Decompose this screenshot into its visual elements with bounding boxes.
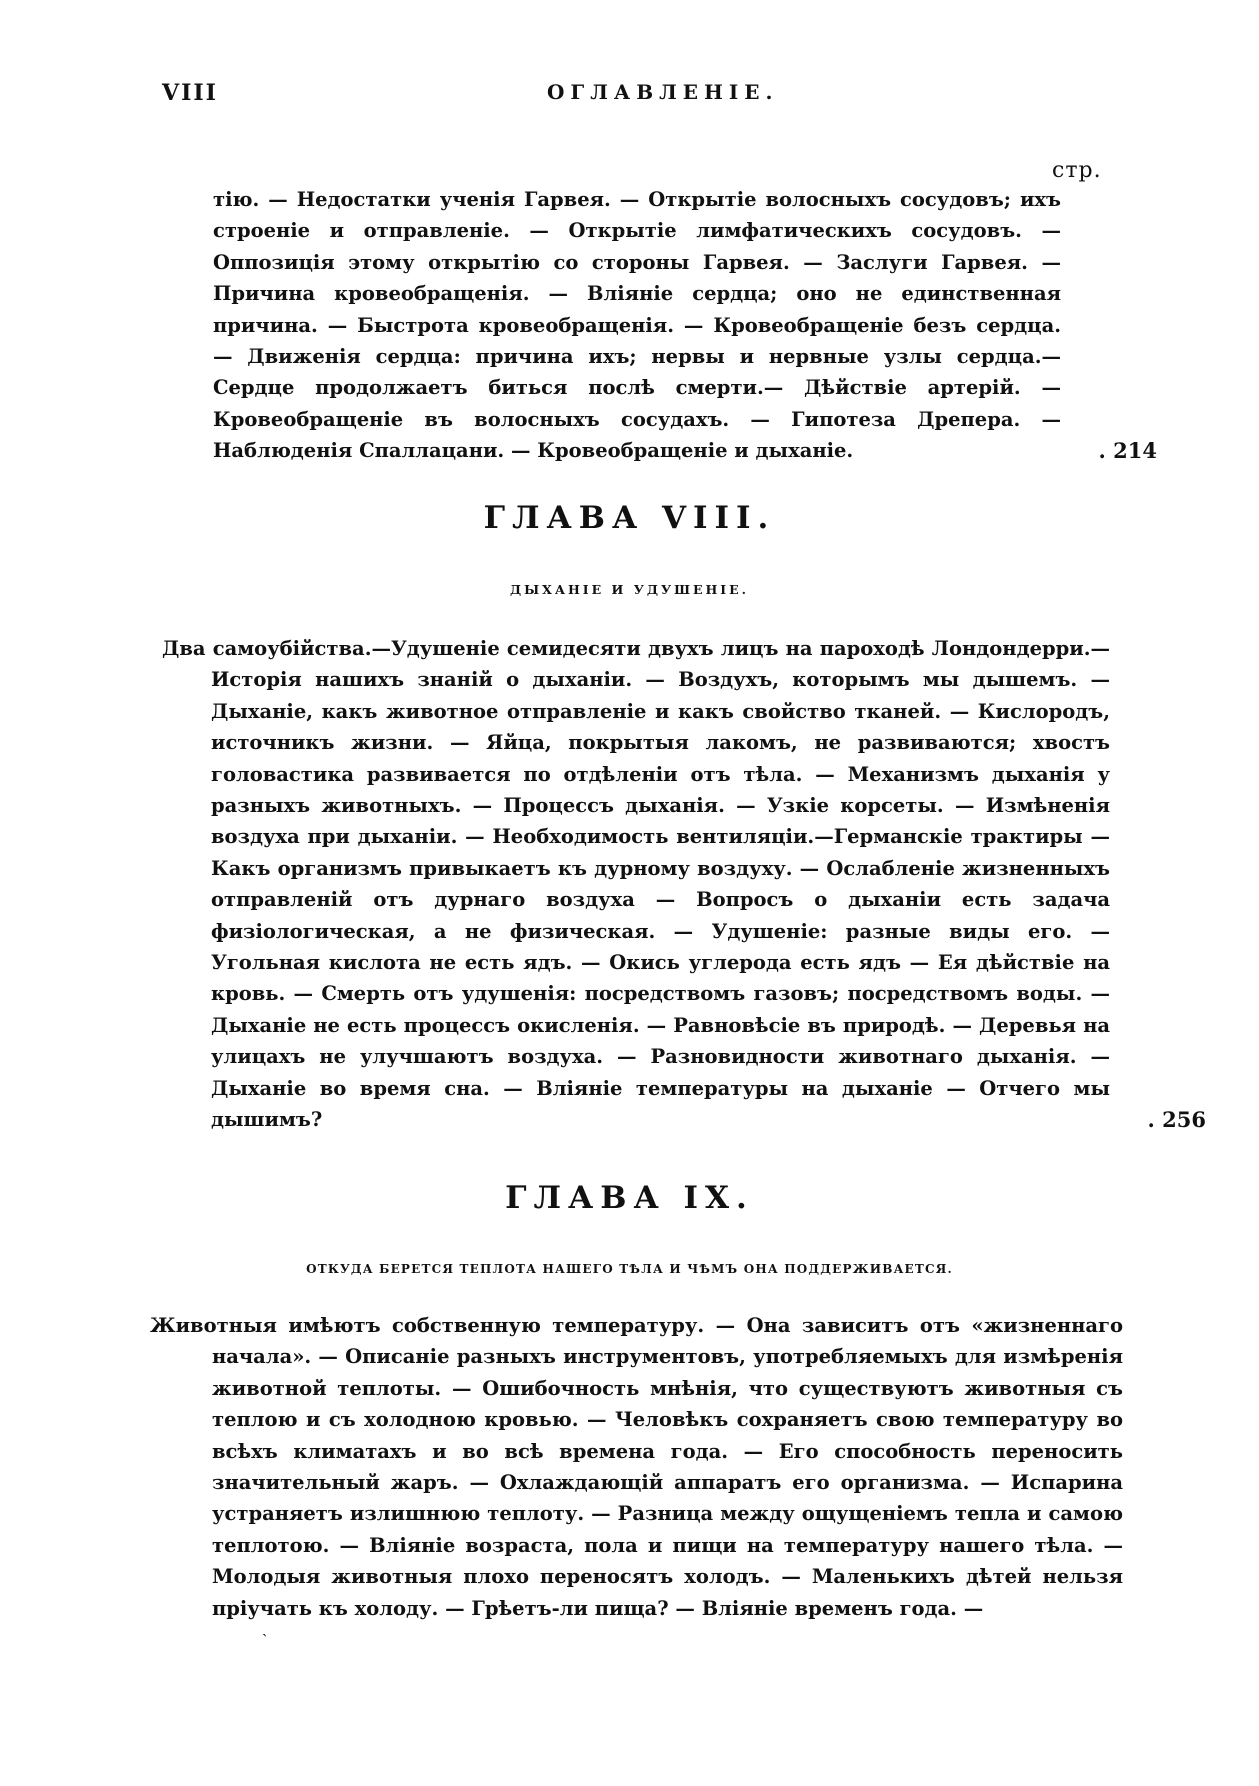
entry-page-number: . 214 [1098, 438, 1157, 464]
chapter-heading-8: ГЛАВА VIII. [483, 500, 776, 536]
chapter-subtitle-8: ДЫХАНІЕ И УДУШЕНІЕ. [509, 582, 750, 597]
header-title: ОГЛАВЛЕНІЕ. [547, 80, 779, 104]
toc-entry-chapter9 [150, 1310, 1123, 1624]
page-column-label: стр. [1052, 158, 1102, 183]
chapter-heading-9: ГЛАВА IX. [505, 1180, 754, 1216]
entry-text: самоубійства.—Удушеніе семидесяти двухъ лицъ на пароходѣ Лондондерри.— Исторія нашихъ знаній о дыханіи. — Воздухъ, которымъ мы дышемъ. — Дыханіе, какъ животное отправленіе и какъ свойство тканей. — Кислородъ, источникъ жизни. — Яйца, покрытыя лакомъ, не развиваются; хвостъ головастика развивается по отдѣленіи отъ тѣла. — Механизмъ дыханія у разныхъ животныхъ. — Процессъ дыханія. — Узкіе корсеты. — Измѣненія воздуха при дыханіи. — Необходимость вентиляціи.—Германскіе трактиры — Какъ организмъ привыкаетъ къ дурному воздуху. — Ослабленіе жизненныхъ отправленій отъ дурнаго воздуха — Вопросъ о дыханіи есть задача физіологическая, а не физическая. — Удушеніе: разные виды его. — Угольная кислота не есть ядъ. — Окись углерода есть ядъ — Ея дѣйствіе на кровь. — Смерть отъ удушенія: посредствомъ газовъ; посредствомъ воды. — Дыханіе не есть процессъ окисленія. — Равновѣсіе въ природѣ. — Деревья на улицахъ не улучшаютъ воздуха. — Разновидности животнаго дыханія. — Дыханіе во время сна. — Вліяніе температуры на дыханіе — Отчего мы дышимъ? [211, 637, 1110, 1132]
chapter-subtitle-9: ОТКУДА БЕРЕТСЯ ТЕПЛОТА НАШЕГО ТѢЛА И ЧѢМЪ ОНА ПОДДЕРЖИВАЕТСЯ. [306, 1262, 953, 1276]
toc-entry-chapter8 [162, 633, 1206, 1136]
entry-page-number: . 256 [1147, 1107, 1206, 1133]
entry-text: имѣютъ собственную температуру. — Она зависитъ отъ «жизненнаго начала». — Описаніе разныхъ инструментовъ, употребляемыхъ для измѣренія животной теплоты. — Ошибочность мнѣнія, что существуютъ животныя съ теплою и съ холодною кровью. — Человѣкъ сохраняетъ свою температуру во всѣхъ климатахъ и во всѣ времена года. — Его способность переносить значительный жаръ. — Охлаждающій аппаратъ его организма. — Испарина устраняетъ излишнюю теплоту. — Разница между ощущеніемъ тепла и самою теплотою. — Вліяніе возраста, пола и пищи на температуру нашего тѣла. — Молодыя животныя плохо переносятъ холодъ. — Маленькихъ дѣтей нельзя пріучать къ холоду. — Грѣетъ-ли пища? — Вліяніе временъ года. — [212, 1314, 1123, 1620]
entry-first-word: Животныя [150, 1314, 277, 1337]
running-head [162, 80, 1092, 110]
entry-text: тію. — Недостатки ученія Гарвея. — Открытіе волосныхъ сосудовъ; ихъ строеніе и отправленіе. — Открытіе лимфатическихъ сосудовъ. — Оппозиція этому открытію со стороны Гарвея. — Заслуги Гарвея. — Причина кровеобращенія. — Вліяніе сердца; оно не единственная причина. — Быстрота кровеобращенія. — Кровеобращеніе безъ сердца. — Движенія сердца: причина ихъ; нервы и нервные узлы сердца.—Сердце продолжаетъ биться послѣ смерти.— Дѣйствіе артерій. — Кровеобращеніе въ волосныхъ сосудахъ. — Гипотеза Дрепера. — Наблюденія Спаллацани. — Кровеобращеніе и дыханіе. [213, 188, 1061, 463]
entry-first-word: Два [162, 637, 206, 660]
ink-speck: ˏ [262, 1618, 268, 1637]
toc-entry-chapter7-continued [213, 184, 1157, 467]
page-number: VIII [162, 80, 218, 106]
